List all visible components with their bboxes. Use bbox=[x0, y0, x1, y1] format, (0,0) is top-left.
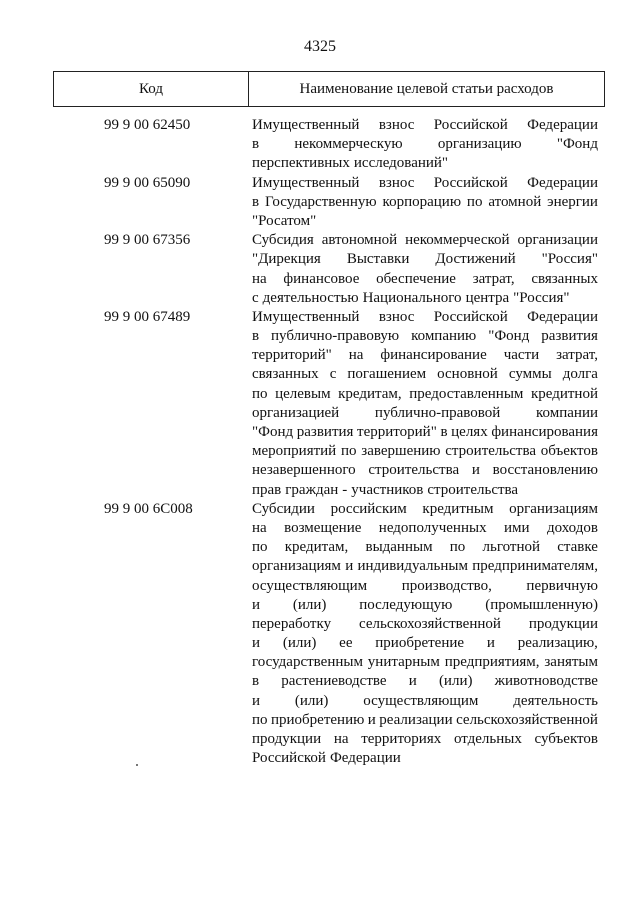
description-line bbox=[252, 711, 598, 730]
word: целях bbox=[451, 424, 488, 440]
word: реализации bbox=[379, 711, 453, 728]
word: части bbox=[503, 347, 540, 364]
word: - bbox=[342, 481, 348, 498]
word: взнос bbox=[378, 308, 415, 325]
word: на bbox=[252, 519, 267, 536]
word: строительства bbox=[427, 481, 519, 498]
description-line bbox=[252, 154, 598, 173]
word: "Россия" bbox=[513, 289, 570, 306]
word: организацией bbox=[252, 404, 340, 421]
word: финансирования bbox=[491, 424, 598, 440]
row-code: 99 9 00 65090 bbox=[104, 174, 191, 191]
word: Национального bbox=[362, 289, 462, 306]
description-line bbox=[252, 423, 598, 442]
word: "Россия" bbox=[541, 251, 598, 268]
word: кредитам, bbox=[338, 385, 402, 402]
row-description bbox=[252, 500, 598, 769]
word: участников bbox=[351, 481, 424, 498]
word: и bbox=[486, 635, 495, 652]
description-line bbox=[252, 442, 598, 461]
word: производство, bbox=[401, 577, 492, 594]
word: и bbox=[252, 635, 261, 652]
description-line bbox=[252, 615, 598, 634]
word: Федерации bbox=[329, 750, 401, 767]
description-line bbox=[252, 365, 598, 384]
word: продукции bbox=[528, 615, 598, 632]
word: строительства bbox=[368, 462, 460, 479]
word: по bbox=[449, 539, 466, 556]
word: ее bbox=[339, 635, 353, 652]
description-line bbox=[252, 250, 598, 269]
word: кредитам, bbox=[284, 539, 349, 556]
row-description bbox=[252, 308, 598, 500]
row-description bbox=[252, 174, 598, 232]
word: Субсидия bbox=[252, 232, 314, 249]
word: публично-правовой bbox=[374, 404, 501, 421]
word: финансирование bbox=[380, 347, 487, 364]
word: субъектов bbox=[534, 731, 598, 747]
description-line bbox=[252, 730, 598, 749]
word: затрат, bbox=[472, 270, 515, 287]
word: (промышленную) bbox=[485, 596, 598, 613]
word: территорий" bbox=[252, 347, 332, 364]
row-code: 99 9 00 67356 bbox=[104, 232, 191, 249]
word: "Фонд bbox=[252, 424, 294, 440]
word: российским bbox=[330, 500, 407, 517]
word: организациям bbox=[509, 500, 598, 517]
word: возмещение bbox=[284, 519, 362, 536]
description-line bbox=[252, 557, 598, 576]
row-description bbox=[252, 116, 598, 174]
word: восстановлению bbox=[492, 462, 598, 479]
description-line bbox=[252, 596, 598, 615]
word: перспективных bbox=[252, 155, 350, 172]
word: по bbox=[340, 443, 357, 460]
word: автономной bbox=[321, 232, 398, 249]
word: компанию bbox=[411, 328, 477, 345]
word: ими bbox=[504, 519, 530, 536]
word: Российской bbox=[433, 308, 508, 325]
word: целевым bbox=[275, 385, 331, 402]
word: предпринимателям, bbox=[472, 558, 598, 575]
word: центра bbox=[465, 289, 510, 306]
word: по bbox=[252, 539, 268, 556]
word: завершению bbox=[361, 443, 441, 460]
description-line bbox=[252, 289, 598, 308]
word: унитарным bbox=[367, 654, 440, 671]
word: отдельных bbox=[453, 731, 522, 747]
word: кредитным bbox=[422, 500, 494, 517]
word: последующую bbox=[359, 596, 453, 613]
word: Имущественный bbox=[252, 308, 360, 325]
description-line bbox=[252, 461, 598, 480]
word: связанных bbox=[531, 270, 598, 287]
word: развития bbox=[541, 328, 598, 345]
word: ставке bbox=[557, 539, 598, 556]
word: осуществляющим bbox=[252, 577, 368, 594]
word: государственным bbox=[252, 654, 363, 671]
description-line bbox=[252, 327, 598, 346]
table-row bbox=[0, 500, 640, 769]
word: исследований" bbox=[353, 155, 449, 172]
page-number: 4325 bbox=[304, 38, 336, 55]
description-line bbox=[252, 135, 598, 154]
description-line bbox=[252, 193, 598, 212]
word: территориях bbox=[361, 731, 442, 747]
word: предоставленным bbox=[409, 385, 524, 402]
word: организациям bbox=[252, 558, 341, 575]
word: Федерации bbox=[527, 174, 598, 191]
word: атомной bbox=[488, 193, 542, 210]
word: в bbox=[252, 193, 260, 210]
word: недополученных bbox=[378, 519, 487, 536]
word: льготной bbox=[482, 539, 541, 556]
code-column-header: Код bbox=[54, 72, 249, 106]
word: растениеводстве bbox=[281, 673, 387, 690]
table-row bbox=[0, 174, 640, 232]
description-line bbox=[252, 749, 598, 768]
word: (или) bbox=[438, 673, 473, 690]
word: (или) bbox=[292, 596, 327, 613]
table-body bbox=[0, 116, 640, 768]
word: предприятиям, bbox=[444, 654, 540, 671]
word: объектов bbox=[540, 443, 598, 460]
word: "Фонд bbox=[556, 136, 598, 153]
word: граждан bbox=[285, 481, 339, 498]
word: в bbox=[440, 424, 448, 440]
word: и bbox=[345, 558, 354, 575]
description-line bbox=[252, 653, 598, 672]
table-row bbox=[0, 231, 640, 308]
description-line bbox=[252, 212, 598, 231]
word: Федерации bbox=[527, 117, 598, 133]
word: мероприятий bbox=[252, 443, 337, 460]
word: финансовое bbox=[283, 270, 360, 287]
word: выданным bbox=[365, 539, 433, 556]
word: Достижений bbox=[435, 251, 516, 268]
word: деятельностью bbox=[262, 289, 359, 306]
word: реализацию, bbox=[517, 635, 598, 652]
word: Федерации bbox=[527, 308, 598, 325]
word: долга bbox=[562, 366, 598, 383]
word: кредитной bbox=[530, 385, 598, 402]
word: Выставки bbox=[346, 251, 410, 268]
word: животноводстве bbox=[494, 673, 598, 690]
word: обеспечение bbox=[376, 270, 456, 287]
word: индивидуальным bbox=[357, 558, 468, 575]
name-column-header: Наименование целевой статьи расходов bbox=[299, 80, 554, 97]
word: доходов bbox=[546, 519, 598, 536]
word: прав bbox=[252, 481, 282, 498]
word: по bbox=[466, 193, 483, 210]
table-header bbox=[53, 71, 605, 107]
word: по bbox=[252, 711, 268, 728]
word: первичную bbox=[526, 577, 598, 594]
word: Субсидии bbox=[252, 500, 315, 517]
word: суммы bbox=[508, 366, 552, 383]
description-line bbox=[252, 385, 598, 404]
word: организации bbox=[517, 232, 598, 249]
word: деятельность bbox=[513, 692, 598, 709]
description-line bbox=[252, 500, 598, 519]
word: развития bbox=[296, 424, 354, 440]
word: территорий" bbox=[357, 424, 437, 440]
word: и bbox=[252, 692, 261, 709]
description-line bbox=[252, 481, 598, 500]
word: Имущественный bbox=[252, 117, 360, 133]
word: приобретение bbox=[375, 635, 465, 652]
word: организацию bbox=[437, 136, 522, 153]
word: в bbox=[252, 136, 260, 153]
row-code: 99 9 00 62450 bbox=[104, 117, 191, 133]
scan-speck bbox=[136, 764, 138, 766]
description-line bbox=[252, 116, 598, 135]
word: на bbox=[333, 731, 349, 747]
word: незавершенного bbox=[252, 462, 356, 479]
word: (или) bbox=[282, 635, 317, 652]
word: затрат, bbox=[556, 347, 598, 364]
table-row bbox=[0, 308, 640, 500]
row-code: 99 9 00 6C008 bbox=[104, 500, 193, 517]
word: некоммерческую bbox=[294, 136, 403, 153]
word: и bbox=[408, 673, 417, 690]
word: в bbox=[252, 328, 260, 345]
description-line bbox=[252, 519, 598, 538]
word: занятым bbox=[544, 654, 598, 671]
word: с bbox=[329, 366, 337, 383]
word: приобретению bbox=[271, 711, 365, 728]
word: корпорацию bbox=[382, 193, 462, 210]
word: осуществляющим bbox=[363, 692, 479, 709]
word: с bbox=[252, 289, 259, 306]
word: некоммерческой bbox=[405, 232, 510, 249]
word: по bbox=[252, 385, 268, 402]
word: сельскохозяйственной bbox=[456, 711, 598, 728]
word: на bbox=[252, 270, 267, 287]
word: продукции bbox=[252, 731, 322, 747]
word: сельскохозяйственной bbox=[359, 615, 501, 632]
description-line bbox=[252, 577, 598, 596]
word: и bbox=[367, 711, 376, 728]
word: Российской bbox=[433, 117, 508, 133]
word: Государственную bbox=[264, 193, 377, 210]
description-line bbox=[252, 692, 598, 711]
word: и bbox=[252, 596, 261, 613]
word: погашением bbox=[347, 366, 427, 383]
description-line bbox=[252, 404, 598, 423]
word: основной bbox=[437, 366, 498, 383]
table-row bbox=[0, 116, 640, 174]
row-code: 99 9 00 67489 bbox=[104, 308, 191, 325]
word: взнос bbox=[378, 117, 415, 133]
word: "Фонд bbox=[488, 328, 530, 345]
description-line bbox=[252, 672, 598, 691]
word: переработку bbox=[252, 615, 332, 632]
word: Российской bbox=[252, 750, 326, 767]
description-line bbox=[252, 538, 598, 557]
description-line bbox=[252, 634, 598, 653]
word: взнос bbox=[378, 174, 415, 191]
description-line bbox=[252, 308, 598, 327]
description-line bbox=[252, 346, 598, 365]
word: Российской bbox=[433, 174, 508, 191]
word: на bbox=[348, 347, 364, 364]
word: связанных bbox=[252, 366, 319, 383]
word: строительства bbox=[445, 443, 536, 460]
row-description bbox=[252, 231, 598, 308]
description-line bbox=[252, 270, 598, 289]
word: в bbox=[252, 673, 260, 690]
description-line bbox=[252, 231, 598, 250]
word: (или) bbox=[294, 692, 329, 709]
word: публично-правовую bbox=[271, 328, 400, 345]
word: Имущественный bbox=[252, 174, 360, 191]
word: энергии bbox=[547, 193, 598, 210]
word: и bbox=[471, 462, 480, 479]
word: "Дирекция bbox=[252, 251, 321, 268]
description-line bbox=[252, 174, 598, 193]
word: "Росатом" bbox=[252, 212, 317, 229]
word: компании bbox=[536, 404, 598, 421]
